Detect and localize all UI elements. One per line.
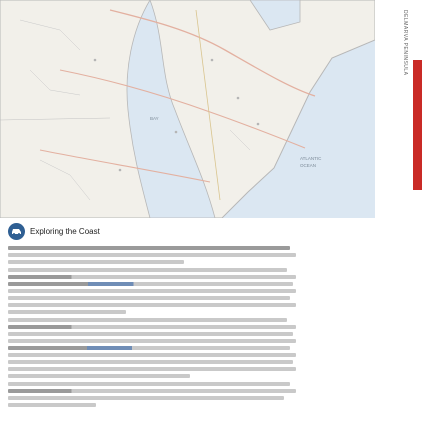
section-tab [413, 60, 422, 190]
car-icon [8, 223, 25, 240]
paragraph [8, 318, 302, 378]
map-graphic [0, 0, 375, 218]
map-label-ocean: OCEAN [300, 163, 317, 168]
paragraph [8, 268, 302, 314]
intro-paragraph [8, 246, 302, 264]
section-title: Exploring the Coast [30, 226, 100, 236]
sidebar-label-text: DELMARVA PENINSULA [402, 10, 408, 76]
paragraph [8, 382, 302, 407]
map-label-atlantic: ATLANTIC [300, 156, 322, 161]
coast-map [0, 0, 375, 218]
sidebar-label [400, 10, 408, 76]
section-header [8, 222, 100, 240]
map-label-bay: BAY [150, 116, 159, 121]
article-body [8, 246, 302, 411]
